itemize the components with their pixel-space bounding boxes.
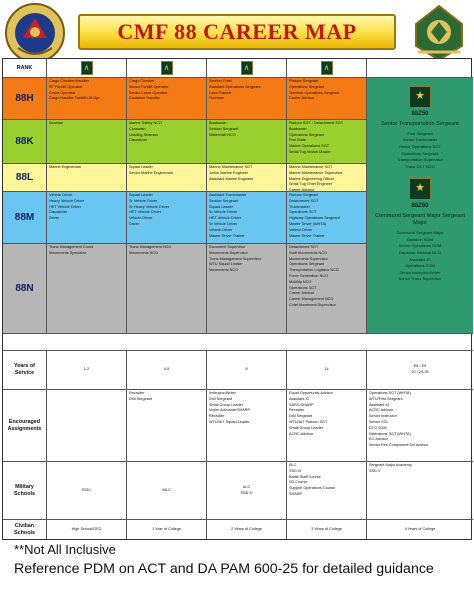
cell-line: Boatswain — [209, 121, 227, 125]
cell-line: Small Tug Vessel Master — [289, 149, 331, 154]
cell-line: Section Chief — [209, 79, 232, 83]
cell-line: Instructor/Writer — [209, 391, 236, 395]
cell-line: Vehicle Driver — [129, 216, 153, 221]
cell-line: WTU Squad Leader — [209, 262, 243, 267]
rank-insignia-icon: ★ — [409, 86, 431, 108]
cell-line: Senior Crane Operator — [129, 90, 168, 95]
cell-line: Trans Management Supervisor — [209, 256, 261, 261]
cell-line: Driver — [129, 221, 140, 226]
cell-line: Watercraft NCO — [209, 132, 236, 137]
cell-line: Squad Leader — [129, 193, 153, 197]
cell-line: Inspector General NCO — [399, 249, 441, 255]
cell-line: Vehicle Driver — [209, 227, 233, 232]
cell-line: Battle Staff Course — [289, 474, 321, 479]
cell-line: Mobility NCO — [289, 279, 312, 284]
footer-note: **Not All Inclusive — [14, 542, 116, 557]
cell-line: First Sergeant — [407, 130, 433, 136]
years-value: 4-5 — [127, 351, 207, 390]
cell-line: Senior Operations SGT — [399, 143, 441, 149]
senior-title: Senior Transportation Sergeant — [381, 120, 459, 127]
cell-line: Career Management NCO — [289, 297, 334, 302]
duty-cell — [287, 164, 367, 192]
cell-line: Operations SGT (WHTA) — [369, 391, 411, 395]
assignment-cell — [287, 390, 367, 462]
cell-line: Senior Forklift Operator — [129, 84, 169, 89]
cell-line: Senior SGL — [369, 419, 389, 424]
civilian-label: Civilian Schools — [3, 520, 47, 539]
cell-line: Operations SGM — [405, 263, 435, 269]
cell-line: Transportation Logistics NCO — [289, 268, 339, 273]
senior-code: 88Z60 — [411, 203, 429, 210]
cell-line: Trans Management NCO — [129, 245, 172, 249]
school-cell — [127, 462, 207, 520]
cell-line: Operations SGT — [289, 210, 317, 215]
cell-line: Assistant Operations Sergeant — [209, 84, 261, 89]
cell-line: Marine Operations SGT — [289, 144, 330, 149]
cell-line: ACRC Advisor — [369, 408, 394, 413]
career-map-table — [2, 58, 472, 540]
cell-line: Victim Advocate/SHARP — [209, 408, 251, 413]
rank-insignia-icon: ∧ — [47, 59, 127, 78]
cell-line: Assistant IG — [409, 256, 431, 262]
cell-line: Recruiter — [129, 391, 145, 395]
cell-line: Movements Supervisor — [289, 256, 328, 261]
cell-line: Dispatcher — [49, 210, 68, 215]
cell-line: Career Advisor — [289, 188, 315, 192]
cell-line: Movements Specialist — [49, 250, 86, 255]
cell-line: HET Vehicle Driver — [209, 216, 242, 221]
cell-line: Vehicle Driver — [289, 227, 313, 232]
cell-line: Marine Maintenance SGT — [289, 165, 333, 169]
cell-line: EO Advisor — [369, 437, 388, 442]
cell-line: Sr Heavy Vehicle Driver — [129, 204, 170, 209]
cell-line: HET Vehicle Driver — [49, 204, 82, 209]
cell-line: Force Generation NCO — [289, 273, 329, 278]
school-cell — [367, 462, 473, 520]
cell-line: Sr Vehicle Driver — [209, 221, 238, 226]
cell-line: Platoon SGT / Detachment SGT — [289, 121, 344, 125]
duty-cell — [127, 192, 207, 244]
assignments-label: Encouraged Assignments — [3, 390, 47, 462]
cell-line: Movements NCO — [209, 268, 239, 273]
senior-column — [367, 78, 473, 334]
mos-code: 88M — [3, 192, 47, 244]
cell-line: Marine Engineman — [49, 165, 81, 169]
cell-line: WTU/AIT Squad Leader — [209, 419, 250, 424]
cell-line: Marine Safety NCO — [129, 121, 162, 125]
cell-line: Leading Seaman — [129, 132, 158, 137]
mos-code: 88L — [3, 164, 47, 192]
cell-line: Platoon Sergeant — [289, 193, 319, 197]
cell-line: Sergeant Major Academy — [369, 463, 412, 467]
cell-line: Small Group Leader — [209, 402, 243, 407]
cell-line: Terminal Operations Sergeant — [289, 90, 340, 95]
cell-line: Load Planner — [209, 90, 232, 95]
cell-line: Operations Sergeant — [289, 132, 325, 137]
cell-line: Career Advisor — [289, 96, 315, 101]
school-cell — [207, 462, 287, 520]
mos-code: 88K — [3, 120, 47, 164]
cell-line: Detachment SGT — [289, 245, 319, 249]
cell-line: Squad Leader — [209, 204, 233, 209]
row-divider — [3, 334, 473, 351]
cell-line: Section Sergeant — [209, 198, 239, 203]
cell-line: HET Vehicle Driver — [129, 210, 162, 215]
cell-line: Platoon Sergeant — [289, 79, 319, 83]
cell-line: Container Handler — [129, 96, 160, 101]
civilian-value: 4 Years of College — [404, 526, 436, 531]
assignment-cell — [47, 390, 127, 462]
duty-cell — [47, 164, 127, 192]
cell-line: Foreman — [209, 96, 225, 101]
cell-line: RT Forklift Operator — [49, 84, 83, 89]
mos-code: 88H — [3, 78, 47, 120]
cell-line: Sr Vehicle Driver — [129, 198, 158, 203]
cell-line: Trans OCT NCO — [405, 163, 435, 169]
cell-line: Assistant IG — [369, 402, 390, 407]
cell-line: Seaman — [49, 121, 64, 125]
civilian-value: High School/GED — [47, 520, 127, 539]
cell-line: Coxswain — [129, 126, 146, 131]
cell-line: Assistant Truckmaster — [209, 193, 247, 197]
cell-line: Cargo Checker/Handler — [49, 79, 89, 83]
cell-line: Transportation Supervisor — [397, 157, 443, 163]
cell-line: Small Group Leader — [289, 425, 323, 430]
cell-line: Marine Maintenance Supervisor — [289, 170, 343, 175]
years-value: 14 — [287, 351, 367, 390]
cell-line: Operations SGT (WHTA) — [369, 431, 411, 436]
cell-line: WTU/AIT Platoon SGT — [289, 419, 328, 424]
cell-line: SARC/SHARP — [289, 402, 314, 407]
duty-cell — [47, 244, 127, 334]
page-title — [78, 14, 396, 50]
cell-line: Master Driver Trainer — [209, 233, 245, 238]
cell-line: SLC — [289, 463, 297, 467]
duty-cell — [287, 120, 367, 164]
cell-line: Dispatcher — [129, 138, 148, 143]
cell-line: Battalion SGM — [407, 236, 433, 242]
senior-duties — [397, 131, 443, 171]
duty-cell — [127, 78, 207, 120]
cell-line: SHARP — [289, 491, 303, 496]
cell-line: DTO SGM — [369, 425, 387, 430]
years-value: E8 / E9 20 / 24-25 — [367, 351, 473, 390]
assignment-cell — [207, 390, 287, 462]
rank-insignia-icon: ∧ — [287, 59, 367, 78]
cell-line: Senior Instructor/Writer — [399, 269, 441, 275]
cell-line: Marine Maintenance SGT — [209, 165, 253, 169]
assignment-cell — [367, 390, 473, 462]
duty-cell — [47, 192, 127, 244]
duty-cell — [127, 120, 207, 164]
years-value: 1-2 — [47, 351, 127, 390]
years-label: Years of Service — [3, 351, 47, 390]
cell-line: Operations Sergeant — [289, 84, 325, 89]
cell-line: First Mate — [289, 138, 306, 143]
rank-insignia-icon: ∧ — [207, 59, 287, 78]
cell-line: Master Driver (WHTA) — [289, 221, 327, 226]
cell-line: Career Advisor — [289, 291, 315, 296]
cell-line: WTU/First Sergeant — [369, 396, 403, 401]
regimental-crest-right-icon — [408, 2, 470, 64]
assignment-cell — [127, 390, 207, 462]
rank-insignia-icon: ★ — [409, 178, 431, 200]
school-cell — [47, 462, 127, 520]
duty-cell — [287, 78, 367, 120]
cell-line: Small Tug Chief Engineer — [289, 182, 333, 187]
rank-insignia-icon — [367, 59, 473, 78]
cell-line: Marine Engineering Officer — [289, 176, 335, 181]
cell-line: Junior Marine Engineer — [209, 170, 249, 175]
cell-line: SD Course — [289, 480, 308, 485]
cell-line: Document Supervisor — [209, 245, 246, 249]
civilian-value: 2 Years of College — [207, 520, 287, 539]
cell-line: Cargo Handler Forklift Lift Opr — [49, 96, 100, 101]
cell-line: Section Sergeant — [209, 126, 239, 131]
duty-cell — [127, 244, 207, 334]
cell-line: ACRC Advisor — [289, 431, 314, 436]
cell-line: Recruiter — [289, 408, 305, 413]
cell-line: SSD IV — [289, 468, 302, 473]
cell-line: Support Operations Course — [289, 486, 336, 491]
cell-line: Operations Sergeant — [289, 262, 325, 267]
cell-line: Command Sergeant Major — [396, 230, 444, 236]
cell-line: Highway Operations Sergeant — [289, 216, 340, 221]
cell-line: SSD V — [369, 468, 381, 473]
cell-line: Sr Vehicle Driver — [209, 210, 238, 215]
title-text: CMF 88 CAREER MAP — [117, 19, 357, 44]
civilian-value: 3 Years of College — [287, 520, 367, 539]
senior-code: 88Z50 — [411, 111, 429, 117]
regimental-crest-left-icon — [4, 2, 66, 64]
cell-line: Driver — [49, 216, 60, 221]
cell-line: Operations Sergeant — [401, 150, 439, 156]
footer-reference: Reference PDM on ACT and DA PAM 600-25 for detailed guidance — [14, 561, 434, 577]
cell-line: Vehicle Driver — [49, 193, 73, 197]
cell-line: Heavy Vehicle Driver — [49, 198, 85, 203]
duty-cell — [207, 192, 287, 244]
senior-duties — [397, 230, 444, 283]
cell-line: Boatswain — [289, 126, 307, 131]
cell-line: Trans Management Coord — [49, 245, 94, 249]
cell-line: Master Driver Trainer — [289, 233, 325, 238]
duty-cell — [287, 192, 367, 244]
duty-cell — [287, 244, 367, 334]
cell-line: Operations SGT — [289, 285, 317, 290]
cell-line: Senior Operations SGM — [398, 243, 442, 249]
cell-line: Movements NCO — [129, 250, 159, 255]
cell-line: Truckmaster — [289, 204, 310, 209]
cell-line: Assistant IG — [289, 396, 310, 401]
civilian-value: 1 Year of College — [127, 520, 207, 539]
cell-line: WLC — [162, 487, 171, 492]
cell-line: Drill Sergeant — [289, 414, 313, 419]
duty-cell — [207, 244, 287, 334]
rank-insignia-icon: ∧ — [127, 59, 207, 78]
duty-cell — [207, 164, 287, 192]
cell-line: Recruiter — [209, 414, 225, 419]
duty-cell — [127, 164, 207, 192]
cell-line: SSD III — [240, 490, 253, 495]
cell-line: Movements Supervisor — [209, 250, 248, 255]
cell-line: Cargo Checker — [129, 79, 155, 83]
schools-label: Military Schools — [3, 462, 47, 520]
cell-line: Senior Trans Supervisor — [398, 276, 442, 282]
cell-line: Detachment SGT — [289, 198, 319, 203]
cell-line: Staff Movements NCO — [289, 250, 327, 255]
duty-cell — [207, 78, 287, 120]
mos-code: 88N — [3, 244, 47, 334]
cell-line: SSD I — [81, 487, 92, 492]
rank-header: RANK — [3, 59, 47, 78]
duty-cell — [47, 120, 127, 164]
cell-line: Senior Res Component Enl Advisor — [369, 443, 429, 448]
cell-line: Senior Truckmaster — [402, 137, 438, 143]
cell-line: Drill Sergeant — [129, 396, 153, 401]
cell-line: Crane Operator — [49, 90, 76, 95]
cell-line: ALC — [242, 484, 251, 489]
cell-line: Equal Opportunity Advisor — [289, 391, 333, 395]
cell-line: Squad Leader — [129, 165, 153, 169]
years-value: 8 — [207, 351, 287, 390]
duty-cell — [47, 78, 127, 120]
cell-line: Senior Marine Engineman — [129, 170, 173, 175]
cell-line: Senior Instructor — [369, 414, 397, 419]
senior-title: Command Sergeant Major Sergeant Major — [375, 213, 465, 227]
cell-line: Drill Sergeant — [209, 396, 233, 401]
duty-cell — [207, 120, 287, 164]
cell-line: Chief Movement Supervisor — [289, 302, 336, 307]
school-cell — [287, 462, 367, 520]
cell-line: Assistant Marine Engineer — [209, 176, 254, 181]
